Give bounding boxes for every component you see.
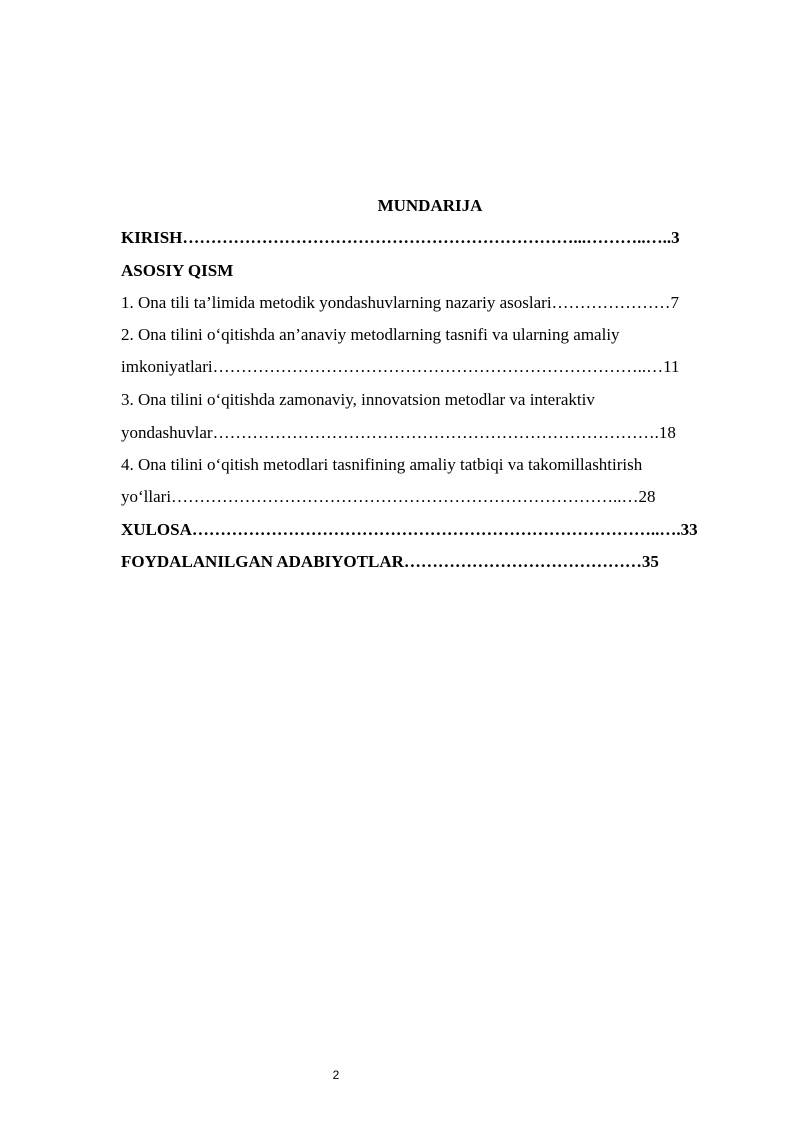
toc-entry-chapter-3-line-2: yondashuvlar…………………………………………………………………….18 [121,423,676,442]
toc-section-asosiy-qism: ASOSIY QISM [121,261,234,280]
page-number: 2 [332,1068,340,1082]
toc-entry-chapter-4-line-2: yo‘llari……………………………………………………………………..…28 [121,487,656,506]
toc-heading: MUNDARIJA [377,196,483,215]
toc-entry-chapter-4-line-1: 4. Ona tilini o‘qitish metodlari tasnifining amaliy tatbiqi va takomillashtirish [121,455,643,474]
toc-entry-kirish: KIRISH……………………………………………………………...………..…..3 [121,228,680,247]
toc-entry-adabiyotlar: FOYDALANILGAN ADABIYOTLAR……………………………………35 [121,552,659,571]
toc-entry-chapter-2-line-1: 2. Ona tilini o‘qitishda an’anaviy metodlarning tasnifi va ularning amaliy [121,325,620,344]
toc-entry-xulosa: XULOSA………………………………………………………………………..….33 [121,520,698,539]
toc-entry-chapter-2-line-2: imkoniyatlari…………………………………………………………………..…11 [121,357,680,376]
toc-entry-chapter-3-line-1: 3. Ona tilini o‘qitishda zamonaviy, innovatsion metodlar va interaktiv [121,390,595,409]
toc-entry-chapter-1: 1. Ona tili ta’limida metodik yondashuvlarning nazariy asoslari…………………7 [121,293,680,312]
